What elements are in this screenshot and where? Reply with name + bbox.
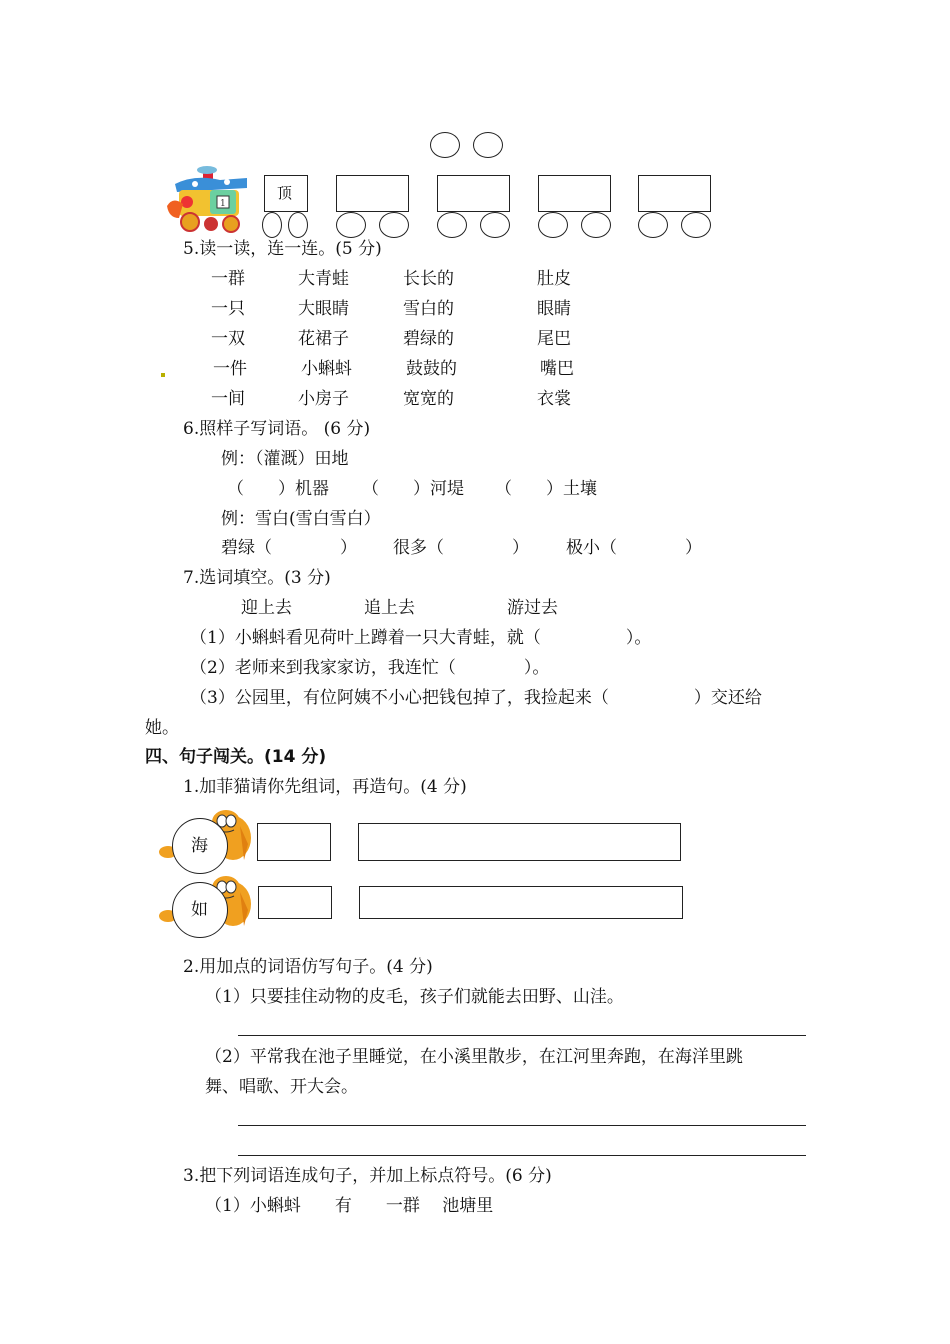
q5-col1-item: 一双	[211, 329, 245, 349]
wheel	[638, 212, 668, 238]
q5-col2-item: 小房子	[298, 389, 349, 409]
section-4-title: 四、句子闯关。(14 分)	[145, 747, 327, 767]
char-ru: 如	[191, 900, 208, 920]
q7-item-3: （3）公园里，有位阿姨不小心把钱包掉了，我捡起来（ ）交还给	[190, 688, 762, 708]
q7-item-2: （2）老师来到我家家访，我连忙（ ）。	[190, 658, 550, 678]
sentence-box[interactable]	[359, 886, 683, 919]
q6-blank: （ ）河堤	[362, 479, 464, 499]
q5-col3-item: 雪白的	[403, 299, 454, 319]
q7-item-3-cont: 她。	[145, 718, 179, 738]
q6-blank: （ ）机器	[227, 479, 329, 499]
q5-col4-item: 尾巴	[537, 329, 571, 349]
answer-line[interactable]	[238, 1035, 806, 1036]
q5-col2-item: 大青蛙	[298, 269, 349, 289]
q6-example-1: 例：（灌溉）田地	[221, 449, 349, 469]
stray-mark	[161, 373, 165, 377]
char-hai: 海	[191, 836, 208, 856]
svg-text:1: 1	[220, 199, 226, 209]
wheel	[288, 212, 308, 238]
sentence-box[interactable]	[358, 823, 681, 861]
s4-q2-title: 2.用加点的词语仿写句子。(4 分)	[183, 957, 433, 977]
q5-col3-item: 宽宽的	[403, 389, 454, 409]
answer-line[interactable]	[238, 1125, 806, 1126]
q6-blank: 碧绿（ ）	[221, 538, 357, 558]
locomotive-icon	[165, 166, 255, 236]
q5-col3-item: 长长的	[403, 269, 454, 289]
wheel	[262, 212, 282, 238]
q5-col4-item: 衣裳	[537, 389, 571, 409]
q5-col4-item: 嘴巴	[540, 359, 574, 379]
wheel	[379, 212, 409, 238]
s4-q2-item-1: （1）只要挂住动物的皮毛，孩子们就能去田野、山洼。	[205, 987, 624, 1007]
wheel	[581, 212, 611, 238]
s4-q2-item-2: （2）平常我在池子里睡觉，在小溪里散步，在江河里奔跑，在海洋里跳	[205, 1047, 743, 1067]
wheel	[480, 212, 510, 238]
q5-col4-item: 眼睛	[537, 299, 571, 319]
q6-blank: 极小（ ）	[566, 538, 702, 558]
wheel	[336, 212, 366, 238]
train-car-1	[264, 175, 308, 212]
train-car-2	[336, 175, 409, 212]
q5-title: 5.读一读，连一连。(5 分)	[183, 239, 382, 259]
q5-col1-item: 一间	[211, 389, 245, 409]
wheel	[437, 212, 467, 238]
train-car-5	[638, 175, 711, 212]
q5-col1-item: 一件	[213, 359, 247, 379]
word-box[interactable]	[257, 823, 331, 861]
train-car-4	[538, 175, 611, 212]
cargo-circle	[473, 132, 503, 158]
q5-col3-item: 碧绿的	[403, 329, 454, 349]
q7-choice: 追上去	[364, 598, 415, 618]
train-car-label: 顶	[277, 184, 293, 202]
char-circle	[172, 882, 228, 938]
q6-example-2: 例：雪白(雪白雪白）	[221, 509, 381, 529]
cargo-circle	[430, 132, 460, 158]
q5-col1-item: 一只	[211, 299, 245, 319]
q7-item-1: （1）小蝌蚪看见荷叶上蹲着一只大青蛙，就（ ）。	[190, 628, 652, 648]
s4-q1-title: 1.加菲猫请你先组词，再造句。(4 分)	[183, 777, 467, 797]
q6-title: 6.照样子写词语。 (6 分)	[183, 419, 371, 439]
q5-col2-item: 花裙子	[298, 329, 349, 349]
s4-q3-item-1: （1）小蝌蚪 有 一群 池塘里	[205, 1196, 494, 1216]
q7-title: 7.选词填空。(3 分)	[183, 568, 331, 588]
char-circle	[172, 818, 228, 874]
train-car-3	[437, 175, 510, 212]
word-box[interactable]	[258, 886, 332, 919]
q5-col2-item: 小蝌蚪	[301, 359, 352, 379]
answer-line[interactable]	[238, 1155, 806, 1156]
q5-col4-item: 肚皮	[537, 269, 571, 289]
q5-col3-item: 鼓鼓的	[406, 359, 457, 379]
wheel	[681, 212, 711, 238]
q6-blank: （ ）土壤	[495, 479, 597, 499]
q5-col2-item: 大眼睛	[298, 299, 349, 319]
s4-q3-title: 3.把下列词语连成句子，并加上标点符号。(6 分)	[183, 1166, 552, 1186]
q7-choice: 游过去	[507, 598, 558, 618]
wheel	[538, 212, 568, 238]
q6-blank: 很多（ ）	[393, 538, 529, 558]
s4-q2-item-2-cont: 舞、唱歌、开大会。	[205, 1077, 358, 1097]
q7-choice: 迎上去	[241, 598, 292, 618]
q5-col1-item: 一群	[211, 269, 245, 289]
